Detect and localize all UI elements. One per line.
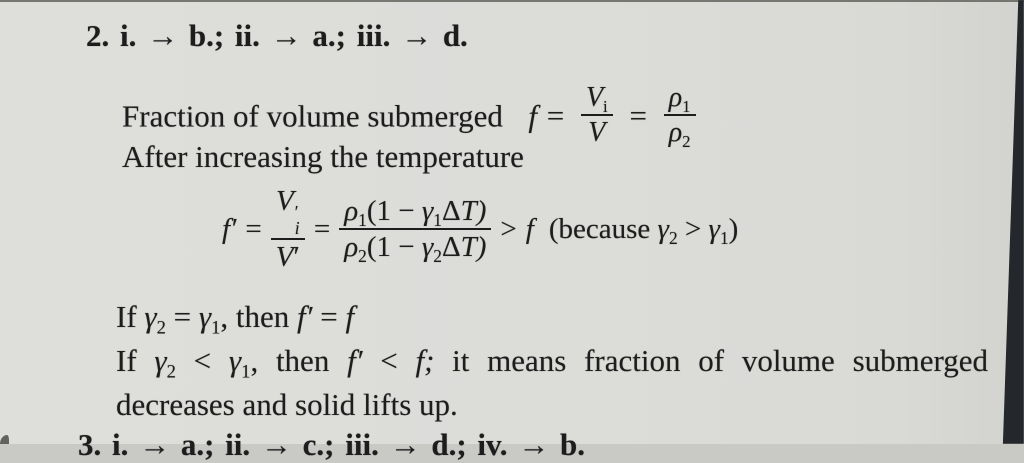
math-paren-open: (1 − [366,194,422,227]
math-V: V [276,184,294,217]
math-f-prime: f′ [297,299,313,334]
fraction-numerator [271,185,305,240]
math-T-paren: T) [460,231,487,263]
math-sub-1: 1 [241,361,251,383]
fraction-numerator [581,82,613,116]
math-delta: Δ [441,231,461,263]
scan-corner-speck [0,435,9,444]
math-sub-2: 2 [358,246,367,267]
scan-top-edge-artifact [0,0,1024,2]
then-word: , then [220,299,298,334]
main-equation-line [222,180,738,278]
fraction-denominator [271,240,305,273]
it-means-text: it means fraction of volume submerged [434,343,989,378]
fraction-denominator [664,116,696,152]
math-sub-1: 1 [719,227,729,248]
fraction-denominator [581,116,613,148]
math-V: V [275,240,294,273]
scan-right-edge-artifact [1002,0,1024,444]
math-less-than: < [362,343,416,378]
math-T-paren: T) [460,194,487,227]
math-sub-2: 2 [166,361,176,383]
closing-sentence-line: decreases and solid lifts up. [116,387,458,422]
fraction-rho1-over-rho2 [664,82,696,152]
if-word: If [116,299,145,334]
math-gamma: γ [657,212,669,245]
math-gamma: γ [708,212,720,245]
if-gamma-equal-line [116,299,355,339]
math-f: f [525,212,534,245]
math-less-than: < [175,343,229,378]
math-rho: ρ [668,117,683,149]
if-word: If [116,343,155,378]
fraction-numerator [339,195,491,230]
math-V: V [585,82,604,113]
math-gamma: γ [144,299,157,334]
prime-sub-stack [294,201,300,239]
math-sub-2: 2 [668,227,678,248]
math-f: f [345,299,355,334]
math-f: f [528,98,537,134]
math-greater-than: > [500,212,517,245]
because-annotation [549,213,739,246]
after-increase-temperature-line: After increasing the temperature [122,139,524,174]
math-sub-2: 2 [682,132,691,152]
answer-key-line-problem-2: 2. i. → b.; ii. → a.; iii. → d. [86,18,468,53]
math-rho: ρ [344,231,359,263]
fraction-viprime-over-vprime [271,185,305,273]
math-equals: = [165,299,199,334]
fraction-denominator [339,230,491,267]
math-gamma: γ [228,343,242,378]
math-gamma: γ [421,231,434,263]
math-equals: = [313,212,331,245]
math-rho: ρ [344,194,359,227]
math-f-prime: f′ [347,343,363,378]
math-gamma: γ [154,343,167,378]
math-paren-open: (1 − [366,231,422,263]
math-greater-than: > [677,212,709,245]
math-prime: ′ [294,201,299,222]
fraction-definition-label: Fraction of volume submerged [122,98,503,134]
fraction-density-expansion [339,194,491,267]
math-equals: = [312,299,346,334]
math-prime: ′ [293,240,300,273]
math-equals: = [546,98,565,134]
fraction-vi-over-v [581,82,613,149]
math-equals: = [629,98,647,134]
answer-key-line-problem-3-clipped: 3. i. → a.; ii. → c.; iii. → d.; iv. → b. [78,427,586,462]
math-sub-1: 1 [211,317,221,339]
math-sub-1: 1 [433,209,442,230]
because-close: ) [728,212,739,245]
math-sub-i: i [294,218,300,239]
math-delta: Δ [441,194,461,227]
math-sub-2: 2 [433,246,442,267]
fraction-numerator [664,82,696,116]
math-equals: = [245,212,262,245]
math-f-prime: f′ [222,212,237,245]
if-gamma-less-line [116,343,989,383]
math-rho: ρ [668,82,683,113]
math-V: V [588,117,606,149]
math-gamma: γ [198,299,212,334]
then-word: , then [250,343,348,378]
math-gamma: γ [421,194,434,227]
math-sub-i: i [603,96,608,116]
math-f: f; [415,343,435,378]
math-sub-1: 1 [682,96,691,116]
math-sub-1: 1 [358,209,367,230]
math-sub-2: 2 [156,317,166,339]
because-open: (because [548,212,658,245]
